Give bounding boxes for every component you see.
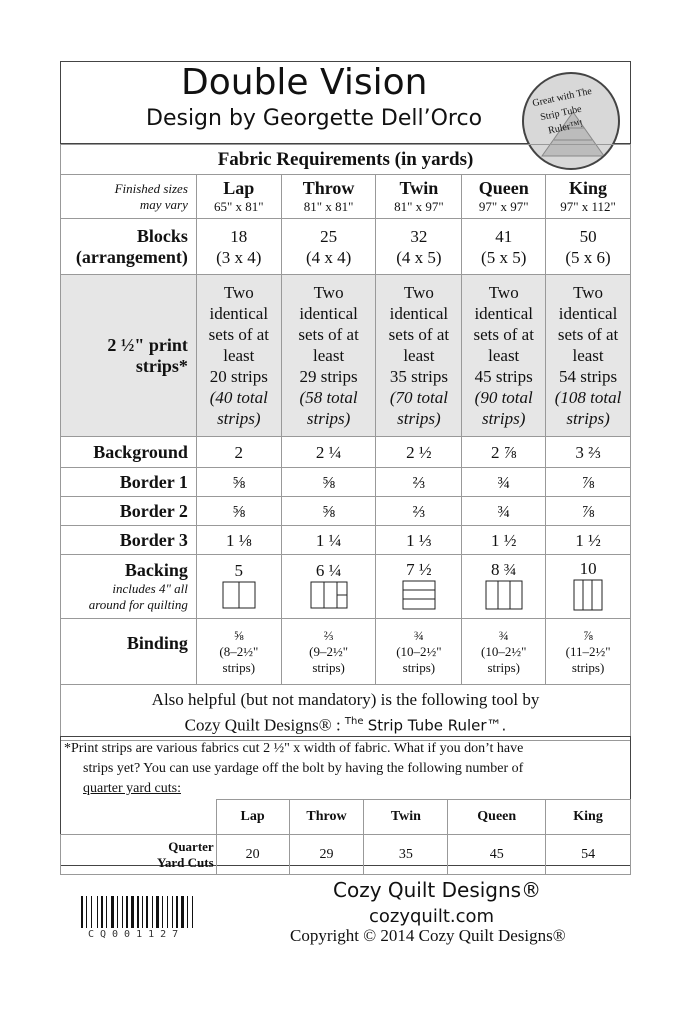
print-strips-king: Two identical sets of at least 54 strips (108 total strips)	[546, 275, 631, 437]
footnote-line-1: *Print strips are various fabrics cut 2 ½" x width of fabric. What if you don’t have	[64, 741, 524, 756]
border2-label: Border 2	[61, 497, 197, 526]
size-queen: Queen 97" x 97"	[462, 175, 546, 219]
binding-label: Binding	[61, 619, 197, 685]
binding-throw: ⅔ (9–2½" strips)	[281, 619, 376, 685]
border3-twin: 1 ⅓	[376, 526, 462, 555]
border3-queen: 1 ½	[462, 526, 546, 555]
size-note-line1: Finished sizes	[114, 180, 188, 196]
border1-throw: ⅝	[281, 468, 376, 497]
size-note-line2: may vary	[139, 196, 188, 212]
barcode-bar	[192, 896, 193, 928]
barcode-bar	[142, 896, 143, 928]
fabric-requirements-table	[60, 144, 631, 741]
barcode-bar	[162, 896, 163, 928]
quarter-queen: 45	[448, 835, 546, 875]
backing-diagram-icon	[222, 581, 256, 609]
backing-diagram-icon	[485, 580, 523, 610]
quarter-lap: 20	[216, 835, 289, 875]
copyright: Copyright © 2014 Cozy Quilt Designs®	[290, 926, 566, 945]
blocks-twin: 32 (4 x 5)	[376, 219, 462, 275]
quarter-row-label: Quarter Yard Cuts	[61, 835, 217, 875]
badge-line-1: Great with The	[531, 85, 593, 110]
barcode-bar	[152, 896, 153, 928]
website: cozyquilt.com	[369, 906, 495, 927]
barcode-bar	[122, 896, 123, 928]
binding-twin: ¾ (10–2½" strips)	[376, 619, 462, 685]
size-throw: Throw 81" x 81"	[281, 175, 376, 219]
footnote-box	[60, 736, 631, 870]
barcode-bar	[101, 896, 103, 928]
binding-queen: ¾ (10–2½" strips)	[462, 619, 546, 685]
quarter-king: 54	[546, 835, 631, 875]
blocks-row	[61, 219, 631, 275]
footnote-line-3: quarter yard cuts:	[83, 781, 181, 796]
helpful-note: Also helpful (but not mandatory) is the following tool by Cozy Quilt Designs® : $^{The}$ Strip Tube Ruler™.	[61, 685, 631, 741]
backing-label: Backing includes 4" all around for quilting	[61, 555, 197, 619]
border2-twin: ⅔	[376, 497, 462, 526]
badge-line-3: Ruler™!	[547, 118, 585, 137]
size-twin: Twin 81" x 97"	[376, 175, 462, 219]
border3-row	[61, 526, 631, 555]
border1-label: Border 1	[61, 468, 197, 497]
quarter-throw: 29	[289, 835, 364, 875]
backing-twin: 7 ½	[376, 555, 462, 619]
blocks-lap: 18 (3 x 4)	[196, 219, 281, 275]
print-strips-throw: Two identical sets of at least 29 strips (58 total strips)	[281, 275, 376, 437]
backing-throw: 6 ¼	[281, 555, 376, 619]
border2-king: ⅞	[546, 497, 631, 526]
barcode	[81, 896, 221, 928]
quarter-header-queen: Queen	[448, 800, 546, 835]
background-king: 3 ⅔	[546, 437, 631, 468]
border1-queen: ¾	[462, 468, 546, 497]
backing-lap: 5	[196, 555, 281, 619]
quarter-header-twin: Twin	[364, 800, 448, 835]
backing-queen: 8 ¾	[462, 555, 546, 619]
barcode-bar	[126, 896, 128, 928]
border1-lap: ⅝	[196, 468, 281, 497]
barcode-bar	[146, 896, 148, 928]
backing-diagram-icon	[402, 580, 436, 610]
binding-king: ⅞ (11–2½" strips)	[546, 619, 631, 685]
print-strips-label: 2 ½" print strips*	[61, 275, 197, 437]
quarter-header-lap: Lap	[216, 800, 289, 835]
border2-lap: ⅝	[196, 497, 281, 526]
barcode-bar	[106, 896, 107, 928]
border3-label: Border 3	[61, 526, 197, 555]
helpful-row	[61, 685, 631, 741]
background-label: Background	[61, 437, 197, 468]
footnote-line-2: strips yet? You can use yardage off the bolt by having the following number of	[83, 761, 524, 776]
background-queen: 2 ⅞	[462, 437, 546, 468]
blocks-king: 50 (5 x 6)	[546, 219, 631, 275]
border1-king: ⅞	[546, 468, 631, 497]
background-throw: 2 ¼	[281, 437, 376, 468]
barcode-bar	[176, 896, 178, 928]
size-note	[61, 175, 197, 219]
print-strips-queen: Two identical sets of at least 45 strips (90 total strips)	[462, 275, 546, 437]
barcode-bar	[86, 896, 87, 928]
barcode-bar	[131, 896, 134, 928]
print-strips-row	[61, 275, 631, 437]
header-box	[60, 61, 631, 144]
quarter-yard-table	[60, 799, 631, 875]
badge-line-2: Strip Tube	[539, 103, 583, 124]
barcode-bar	[81, 896, 83, 928]
backing-diagram-icon	[573, 579, 603, 611]
border3-lap: 1 ⅛	[196, 526, 281, 555]
tool-name: Strip Tube Ruler™.	[367, 716, 507, 735]
quarter-header-empty	[61, 800, 217, 835]
background-twin: 2 ½	[376, 437, 462, 468]
background-lap: 2	[196, 437, 281, 468]
border2-row	[61, 497, 631, 526]
barcode-bar	[117, 896, 118, 928]
binding-row	[61, 619, 631, 685]
backing-diagram-icon	[310, 581, 348, 609]
fabric-heading: Fabric Requirements (in yards)	[61, 145, 631, 175]
border3-throw: 1 ¼	[281, 526, 376, 555]
binding-lap: ⅝ (8–2½" strips)	[196, 619, 281, 685]
border3-king: 1 ½	[546, 526, 631, 555]
border2-throw: ⅝	[281, 497, 376, 526]
barcode-bar	[111, 896, 114, 928]
quarter-twin: 35	[364, 835, 448, 875]
barcode-number: CQ001127	[88, 929, 185, 940]
brand-name: Cozy Quilt Designs®	[333, 878, 542, 902]
size-lap: Lap 65" x 81"	[196, 175, 281, 219]
barcode-bar	[172, 896, 173, 928]
blocks-throw: 25 (4 x 4)	[281, 219, 376, 275]
barcode-bar	[137, 896, 139, 928]
quarter-header-king: King	[546, 800, 631, 835]
pattern-title: Double Vision	[181, 62, 428, 103]
size-header-row	[61, 175, 631, 219]
blocks-label: Blocks (arrangement)	[61, 219, 197, 275]
background-row	[61, 437, 631, 468]
barcode-bar	[97, 896, 98, 928]
barcode-bar	[187, 896, 188, 928]
pattern-designer: Design by Georgette Dell’Orco	[146, 106, 483, 131]
print-strips-twin: Two identical sets of at least 35 strips (70 total strips)	[376, 275, 462, 437]
barcode-bar	[91, 896, 92, 928]
size-king: King 97" x 112"	[546, 175, 631, 219]
quarter-header-throw: Throw	[289, 800, 364, 835]
border2-queen: ¾	[462, 497, 546, 526]
border1-row	[61, 468, 631, 497]
border1-twin: ⅔	[376, 468, 462, 497]
barcode-bar	[156, 896, 159, 928]
backing-row	[61, 555, 631, 619]
backing-king: 10	[546, 555, 631, 619]
barcode-bar	[181, 896, 184, 928]
barcode-bar	[167, 896, 168, 928]
blocks-queen: 41 (5 x 5)	[462, 219, 546, 275]
print-strips-lap: Two identical sets of at least 20 strips (40 total strips)	[196, 275, 281, 437]
